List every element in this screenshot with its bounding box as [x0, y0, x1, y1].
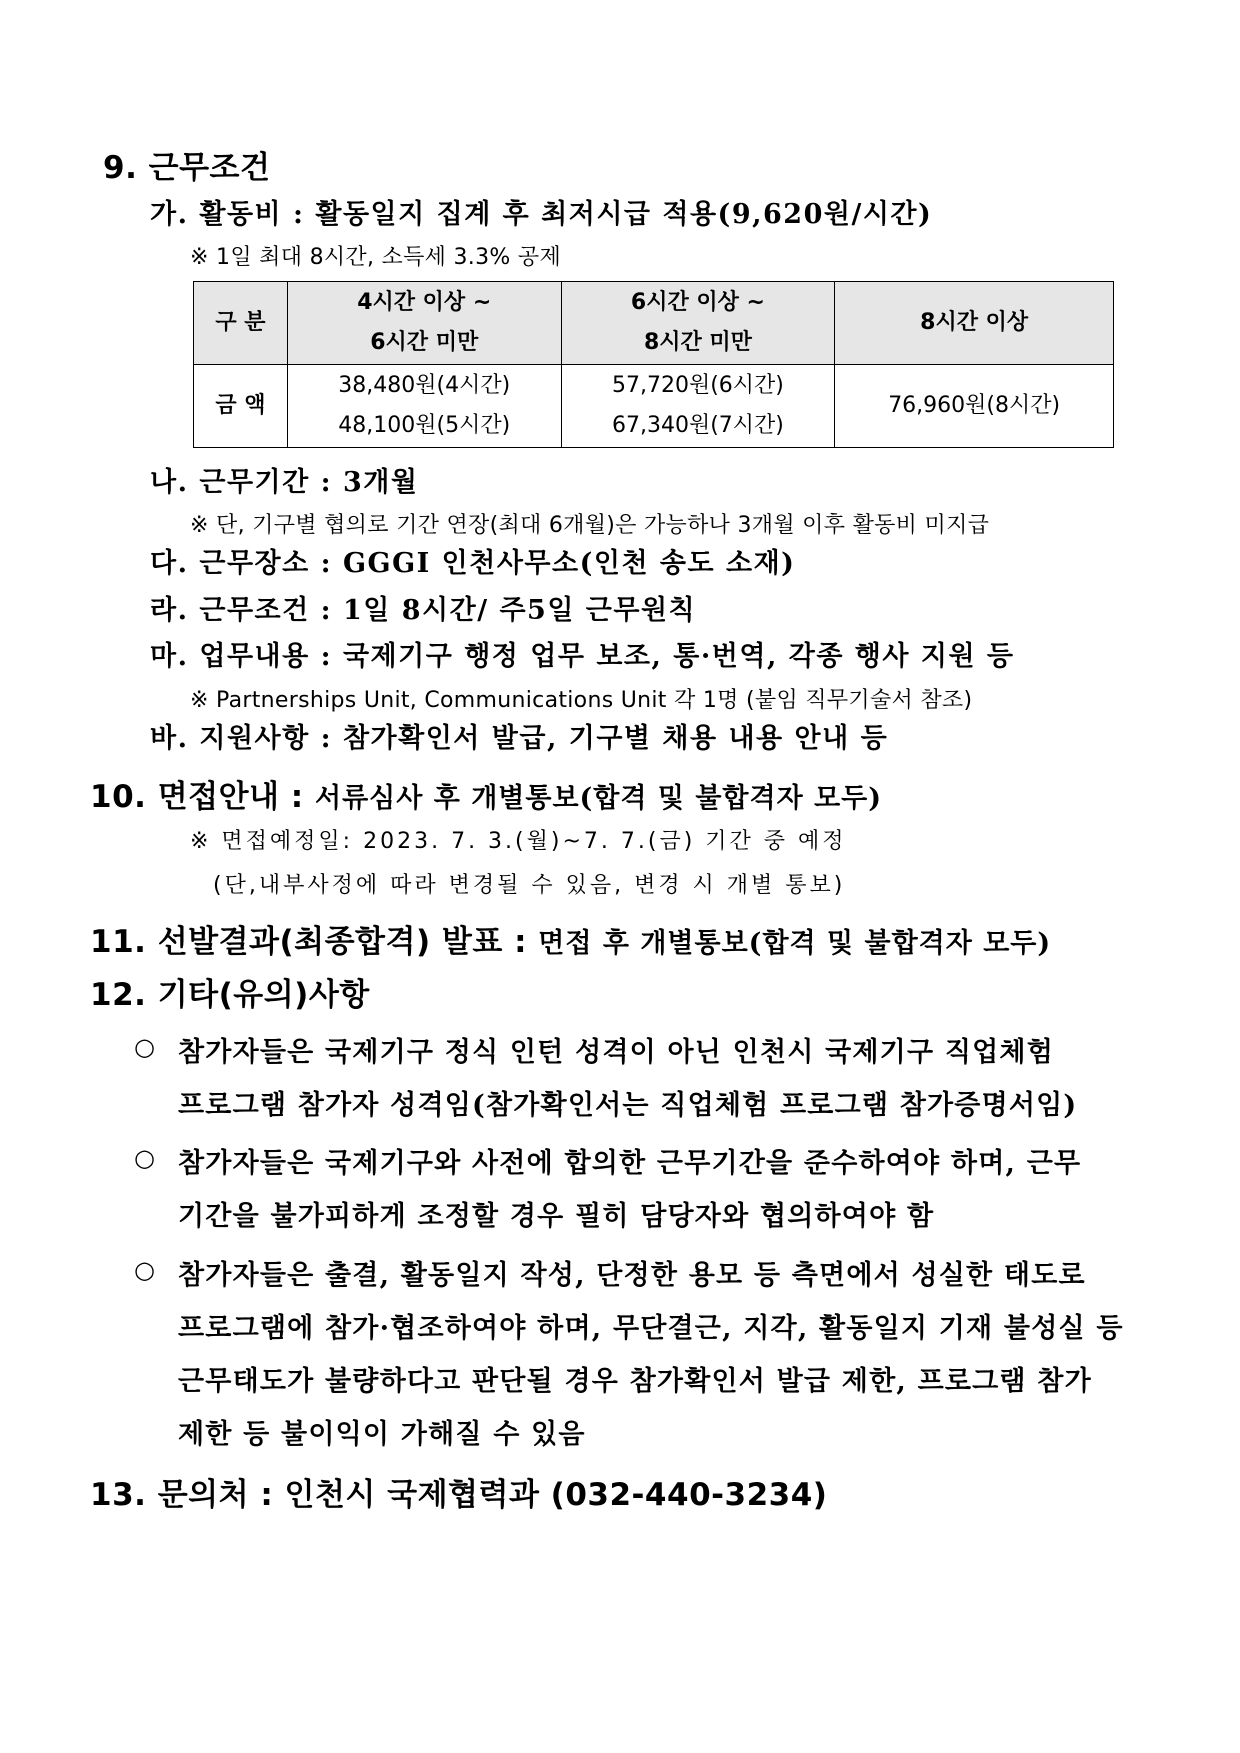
section-11-heading: 11. 선발결과(최종합격) 발표 : [90, 924, 527, 960]
table-cell-4to6: 38,480원(4시간) 48,100원(5시간) [287, 365, 561, 448]
table-cell-8plus: 76,960원(8시간) [835, 365, 1114, 448]
section-10-title [90, 771, 882, 816]
table-row-label: 금 액 [194, 365, 288, 448]
work-place-item: 다. 근무장소 : GGGI 인천사무소(인천 송도 소재) [150, 548, 796, 579]
support-item: 바. 지원사항 : 참가확인서 발급, 기구별 채용 내용 안내 등 [150, 723, 889, 754]
bullet-3-line-1: 참가자들은 출결, 활동일지 작성, 단정한 용모 등 측면에서 성실한 태도로 [178, 1260, 1086, 1291]
section-11-title [90, 916, 1051, 961]
allowance-table [193, 281, 1114, 448]
bullet-3-line-4: 제한 등 불이익이 가해질 수 있음 [178, 1419, 586, 1450]
section-9-title: 9. 근무조건 [103, 150, 271, 186]
bullet-3-marker: ○ [134, 1256, 155, 1284]
bullet-1-line-2: 프로그램 참가자 성격임(참가확인서는 직업체험 프로그램 참가증명서임) [178, 1090, 1078, 1121]
work-content-item: 마. 업무내용 : 국제기구 행정 업무 보조, 통·번역, 각종 행사 지원 등 [150, 641, 1015, 672]
bullet-1-line-1: 참가자들은 국제기구 정식 인턴 성격이 아닌 인천시 국제기구 직업체험 [178, 1037, 1054, 1068]
allowance-item: 가. 활동비 : 활동일지 집계 후 최저시급 적용(9,620원/시간) [150, 199, 933, 230]
interview-change-note: (단,내부사정에 따라 변경될 수 있음, 변경 시 개별 통보) [213, 873, 846, 898]
table-header-8plus: 8시간 이상 [835, 282, 1114, 365]
section-13-title: 13. 문의처 : 인천시 국제협력과 (032-440-3234) [90, 1477, 828, 1513]
bullet-2-line-1: 참가자들은 국제기구와 사전에 합의한 근무기간을 준수하여야 하며, 근무 [178, 1148, 1082, 1179]
section-11-text: 면접 후 개별통보(합격 및 불합격자 모두) [538, 928, 1052, 959]
bullet-3-line-2: 프로그램에 참가·협조하여야 하며, 무단결근, 지각, 활동일지 기재 불성실 등 [178, 1313, 1124, 1344]
table-header-6to8: 6시간 이상 ~ 8시간 미만 [561, 282, 835, 365]
section-10-heading: 10. 면접안내 : [90, 779, 304, 815]
table-header-4to6: 4시간 이상 ~ 6시간 미만 [287, 282, 561, 365]
allowance-note: ※ 1일 최대 8시간, 소득세 3.3% 공제 [190, 245, 561, 270]
bullet-3-line-3: 근무태도가 불량하다고 판단될 경우 참가확인서 발급 제한, 프로그램 참가 [178, 1366, 1092, 1397]
bullet-2-marker: ○ [134, 1144, 155, 1172]
work-content-note: ※ Partnerships Unit, Communications Unit 각 1명 (붙임 직무기술서 참조) [190, 688, 973, 713]
section-12-title: 12. 기타(유의)사항 [90, 977, 370, 1013]
table-cell-6to8: 57,720원(6시간) 67,340원(7시간) [561, 365, 835, 448]
table-header-row [194, 282, 1114, 365]
work-period-item: 나. 근무기간 : 3개월 [150, 467, 419, 498]
table-row [194, 365, 1114, 448]
table-header-category: 구 분 [194, 282, 288, 365]
interview-date-note: ※ 면접예정일: 2023. 7. 3.(월)~7. 7.(금) 기간 중 예정 [190, 829, 847, 854]
work-condition-item: 라. 근무조건 : 1일 8시간/ 주5일 근무원칙 [150, 595, 697, 626]
bullet-1-marker: ○ [134, 1033, 155, 1061]
work-period-note: ※ 단, 기구별 협의로 기간 연장(최대 6개월)은 가능하나 3개월 이후 활동비 미지급 [190, 513, 990, 538]
section-10-text: 서류심사 후 개별통보(합격 및 불합격자 모두) [314, 783, 883, 814]
bullet-2-line-2: 기간을 불가피하게 조정할 경우 필히 담당자와 협의하여야 함 [178, 1201, 935, 1232]
